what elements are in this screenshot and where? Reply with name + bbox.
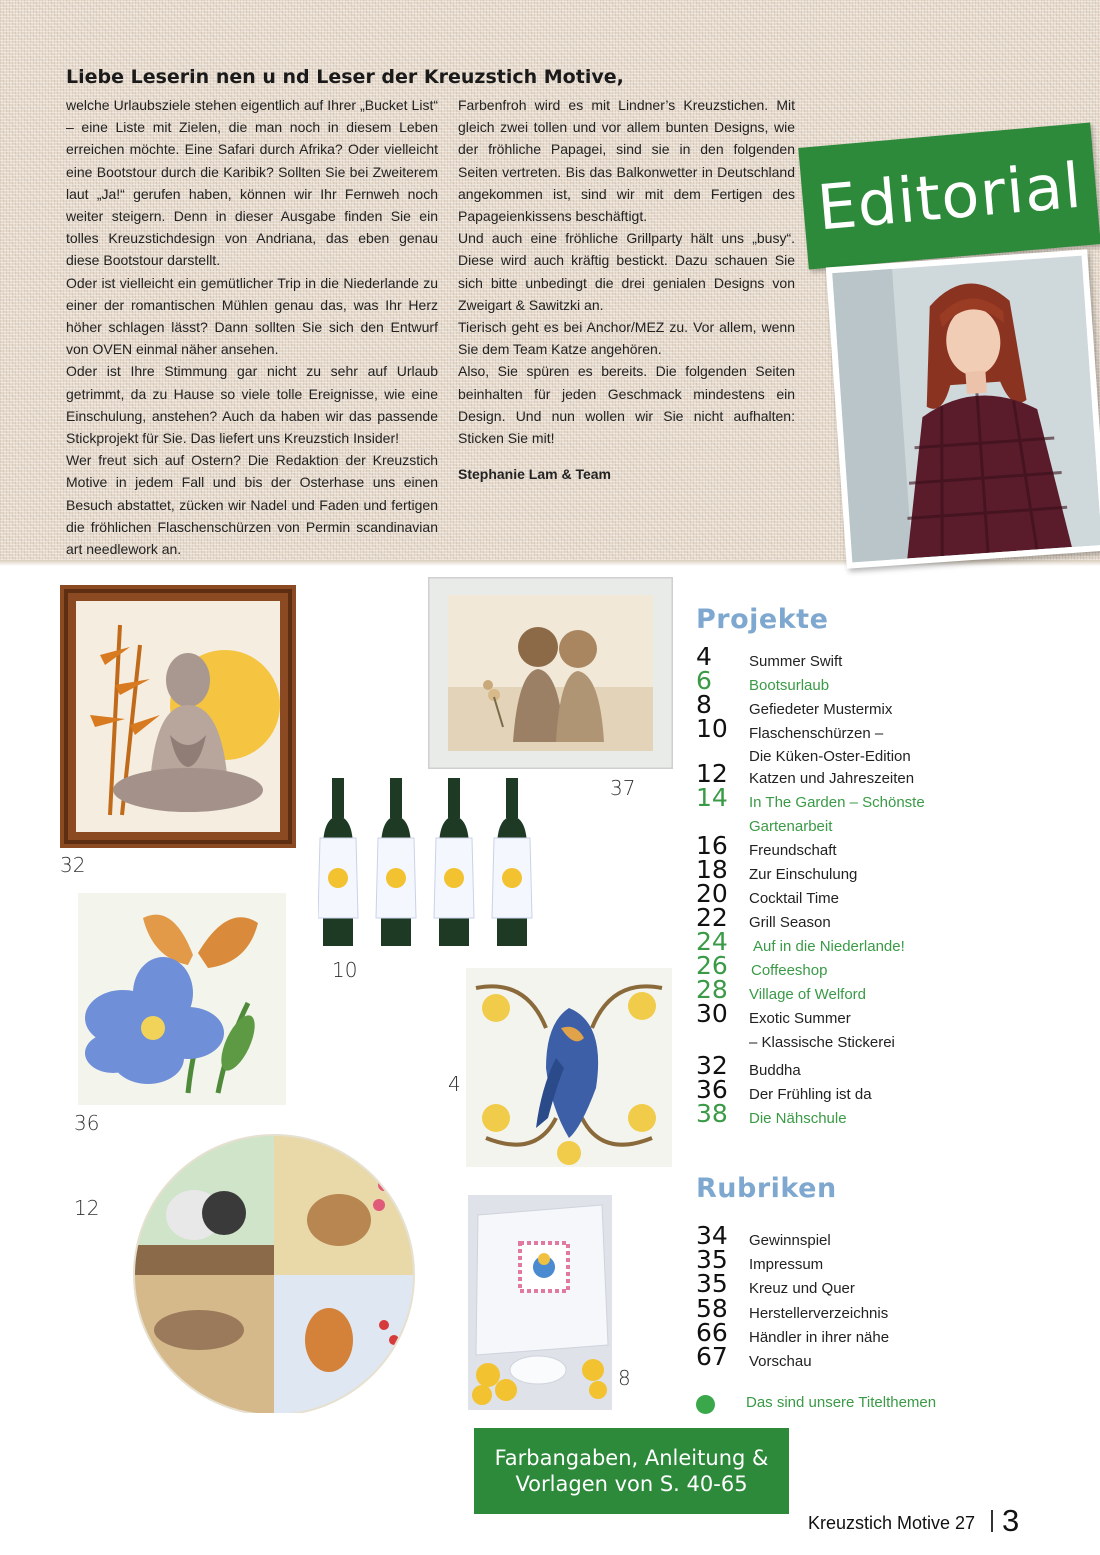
instructions-box <box>474 1428 789 1514</box>
editor-portrait-illustration <box>832 256 1100 563</box>
paragraph: Tierisch geht es bei Anchor/MEZ zu. Vor allem, wenn Sie dem Team Katze angehören. <box>458 319 795 358</box>
paragraph: Oder ist Ihre Stimmung gar nicht zu sehr auf Urlaub getrimmt, da zu Hause so viele tolle Ereignisse, wie eine Einschulung, anstehen? Auch da haben wir das passende Stickprojekt für Sie. Das liefert uns Kreuzstich Insider! <box>66 363 438 447</box>
friendship-photo <box>428 577 673 769</box>
toc-page: 35 <box>696 1269 728 1298</box>
toc-page: 20 <box>696 879 728 908</box>
paragraph: welche Urlaubsziele stehen eigentlich auf Ihrer „Bucket List“ – eine Liste mit Zielen, die man noch in diesem Leben erreichen möchte. Eine Safari durch Afrika? Oder vielleicht eine Bootstour durch die Karibik? Sollten Sie bei Zweiterem laut „Ja!“ gerufen haben, können wir Ihr Fernweh noch weiter steigern. Denn in dieser Ausgabe finden Sie ein tolles Kreuzstichdesign von Andriana, das eben genau diese Bootstour darstellt. <box>66 97 438 269</box>
toc-page: 28 <box>696 975 728 1004</box>
toc-page: 6 <box>696 666 712 695</box>
toc-title: Grill Season <box>749 914 831 931</box>
photo-page-number: 4 <box>448 1072 461 1096</box>
toc-page: 58 <box>696 1294 728 1323</box>
toc-page: 26 <box>696 951 728 980</box>
magazine-issue: Kreuzstich Motive 27 <box>808 1513 976 1533</box>
toc-page: 38 <box>696 1099 728 1128</box>
page-footer <box>808 1505 1098 1537</box>
photo-page-number: 37 <box>610 776 636 800</box>
toc-title: Freundschaft <box>749 842 837 859</box>
toc-page: 34 <box>696 1221 728 1250</box>
paragraph: Oder ist vielleicht ein gemütlicher Trip in die Niederlande zu einer der romantischen Mühlen genau das, was Ihr Herz höher schlagen lässt? Dann sollten Sie sich den Entwurf von OVEN einmal näher ansehen. <box>66 274 438 358</box>
toc-title: Cocktail Time <box>749 890 840 907</box>
signature: Stephanie Lam & Team <box>458 466 612 483</box>
toc-page: 30 <box>696 999 728 1028</box>
toc-page: 67 <box>696 1342 728 1371</box>
editorial-left-column <box>66 94 438 560</box>
editorial-title: Editorial <box>814 148 1085 244</box>
photo-page-number: 36 <box>74 1111 100 1135</box>
toc-title: Der Frühling ist da <box>749 1086 872 1103</box>
photo-page-number: 32 <box>60 853 86 877</box>
toc-title: Herstellerverzeichnis <box>749 1305 889 1322</box>
paragraph: Also, Sie spüren es bereits. Die folgenden Seiten beinhalten für jeden Geschmack mindestens ein Design. Und nun wollen wir Sie nicht aufhalten: Sticken Sie mit! <box>458 363 795 447</box>
toc-page: 4 <box>696 642 712 671</box>
toc-title: Bootsurlaub <box>749 677 830 694</box>
instructions-line-1: Farbangaben, Anleitung & <box>494 1446 769 1470</box>
toc-page: 12 <box>696 759 728 788</box>
toc-title: Exotic Summer <box>749 1010 851 1027</box>
toc-page: 14 <box>696 783 728 812</box>
editorial-banner <box>798 122 1100 269</box>
summer-swift-photo <box>466 968 672 1167</box>
toc-title: Coffeeshop <box>751 962 828 979</box>
toc-page: 66 <box>696 1318 728 1347</box>
toc-title-continued: – Klassische Stickerei <box>749 1034 895 1051</box>
toc-page: 36 <box>696 1075 728 1104</box>
toc-page: 35 <box>696 1245 728 1274</box>
toc-title: Gefiedeter Mustermix <box>749 701 893 718</box>
toc-title: Auf in die Niederlande! <box>753 938 905 955</box>
toc-page: 8 <box>696 690 712 719</box>
toc-title: Village of Welford <box>749 986 867 1003</box>
page-number: 3 <box>1002 1503 1020 1538</box>
toc-title: Gewinnspiel <box>749 1232 831 1249</box>
photo-page-number: 8 <box>618 1366 631 1390</box>
toc-page: 16 <box>696 831 728 860</box>
butterfly-flower-photo <box>78 893 286 1105</box>
toc-rubriken-heading: Rubriken <box>696 1173 837 1204</box>
editor-portrait <box>826 249 1100 569</box>
photo-page-number: 12 <box>74 1196 100 1220</box>
paragraph: Wer freut sich auf Ostern? Die Redaktion der Kreuzstich Motive in jedem Fall und bis der Osterhase uns einen Besuch abstattet, zücken wir Nadel und Faden und fertigen die fröhlichen Flaschenschürzen von Permin scandinavian art needlework an. <box>66 452 438 558</box>
toc-page: 24 <box>696 927 728 956</box>
buddha-photo <box>60 585 296 848</box>
toc-title: Die Nähschule <box>749 1110 847 1127</box>
paragraph: Farbenfroh wird es mit Lindner’s Kreuzstichen. Mit gleich zwei tollen und vor allem bunten Designs, wie der fröhliche Papagei, sind sie in den folgenden Seiten vertreten. Bis das Balkonwetter in Deutschland angekommen ist, sind wir mit dem Fertigen des Papageienkissens beschäftigt. <box>458 97 795 225</box>
photo-page-number: 10 <box>332 958 358 982</box>
toc-title: Kreuz und Quer <box>749 1280 855 1297</box>
toc-projekte-heading: Projekte <box>696 604 829 635</box>
toc-title: Flaschenschürzen – <box>749 725 884 742</box>
toc-page: 32 <box>696 1051 728 1080</box>
toc-title: In The Garden – Schönste <box>749 794 925 811</box>
bottle-aprons-photo <box>318 778 538 948</box>
toc-title: Katzen und Jahreszeiten <box>749 770 915 787</box>
footer-divider <box>991 1510 993 1532</box>
cats-seasons-photo <box>124 1125 424 1413</box>
toc-title: Händler in ihrer nähe <box>749 1329 890 1346</box>
toc-title: Buddha <box>749 1062 801 1079</box>
toc-title: Vorschau <box>749 1353 812 1370</box>
instructions-line-2: Vorlagen von S. 40-65 <box>515 1472 748 1496</box>
editorial-mid-column <box>458 94 795 485</box>
title-theme-dot-icon <box>696 1395 715 1414</box>
title-theme-legend: Das sind unsere Titelthemen <box>746 1394 937 1411</box>
parrot-pillow-photo <box>468 1195 612 1410</box>
toc-page: 10 <box>696 714 728 743</box>
toc-title-continued: Die Küken-Oster-Edition <box>749 748 911 765</box>
toc-page: 18 <box>696 855 728 884</box>
toc-title: Impressum <box>749 1256 824 1273</box>
editorial-greeting: Liebe Leserin nen u nd Leser der Kreuzstich Motive, <box>66 66 624 88</box>
toc-title-continued: Gartenarbeit <box>749 818 833 835</box>
toc-page: 22 <box>696 903 728 932</box>
paragraph: Und auch eine fröhliche Grillparty hält uns „busy“. Diese wird auch kräftig bestickt. Dazu schauen Sie sich bitte unbedingt die drei genialen Designs von Zweigart & Sawitzki an. <box>458 230 795 313</box>
toc-title: Zur Einschulung <box>749 866 858 883</box>
toc-title: Summer Swift <box>749 653 843 670</box>
